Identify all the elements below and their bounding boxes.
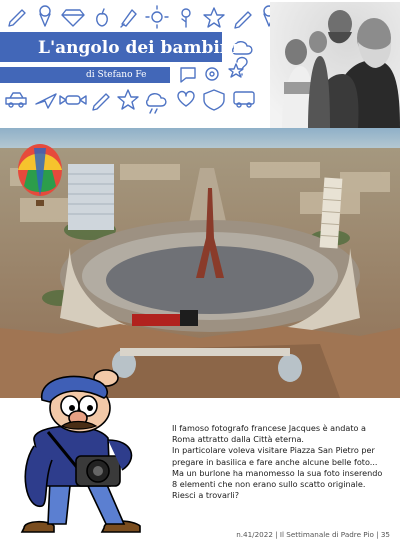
pencil-icon-3 xyxy=(93,94,109,110)
vintage-photo xyxy=(270,2,400,128)
star-icon-2 xyxy=(229,64,243,77)
speech-bubble-icon xyxy=(181,68,195,82)
rocket-icon xyxy=(121,10,136,27)
paper-plane-icon xyxy=(36,94,56,108)
diamond-icon xyxy=(62,10,84,26)
footer-text: n.41/2022 | Il Settimanale di Padre Pio | 35 xyxy=(236,530,390,539)
shield-icon xyxy=(204,90,224,110)
page-title: L'angolo dei bambini xyxy=(38,38,239,58)
cartoon-photographer xyxy=(14,360,174,540)
st-peters-square-photo xyxy=(0,128,400,398)
article-text xyxy=(172,423,388,501)
rain-cloud-icon-2 xyxy=(147,94,166,113)
author-byline: di Stefano Fe xyxy=(86,70,147,80)
pencil-icon-2 xyxy=(235,12,251,28)
bus-icon xyxy=(234,92,254,107)
apple-icon xyxy=(97,9,108,26)
page-footer xyxy=(0,528,390,542)
heart-icon xyxy=(178,92,194,107)
ice-cream-icon xyxy=(40,6,50,26)
car-icon xyxy=(6,93,26,107)
star-icon-3 xyxy=(118,90,138,109)
pencil-icon xyxy=(9,10,25,26)
star-icon xyxy=(204,8,224,27)
candy-icon xyxy=(60,96,86,104)
sun-icon xyxy=(146,6,168,28)
article-paragraph: Il famoso fotografo francese Jacques è andato a Roma attratto dalla Città eterna. xyxy=(172,423,367,445)
article-paragraph: In particolare voleva visitare Piazza San Pietro per pregare in basilica e fare anche alcune belle foto... Ma un burlone ha manomesso la sua foto inserendo 8 elementi che non erano sullo scatto originale. Riesci a trovarli? xyxy=(172,445,383,501)
gear-icon xyxy=(206,68,218,80)
flower-icon xyxy=(182,9,190,27)
